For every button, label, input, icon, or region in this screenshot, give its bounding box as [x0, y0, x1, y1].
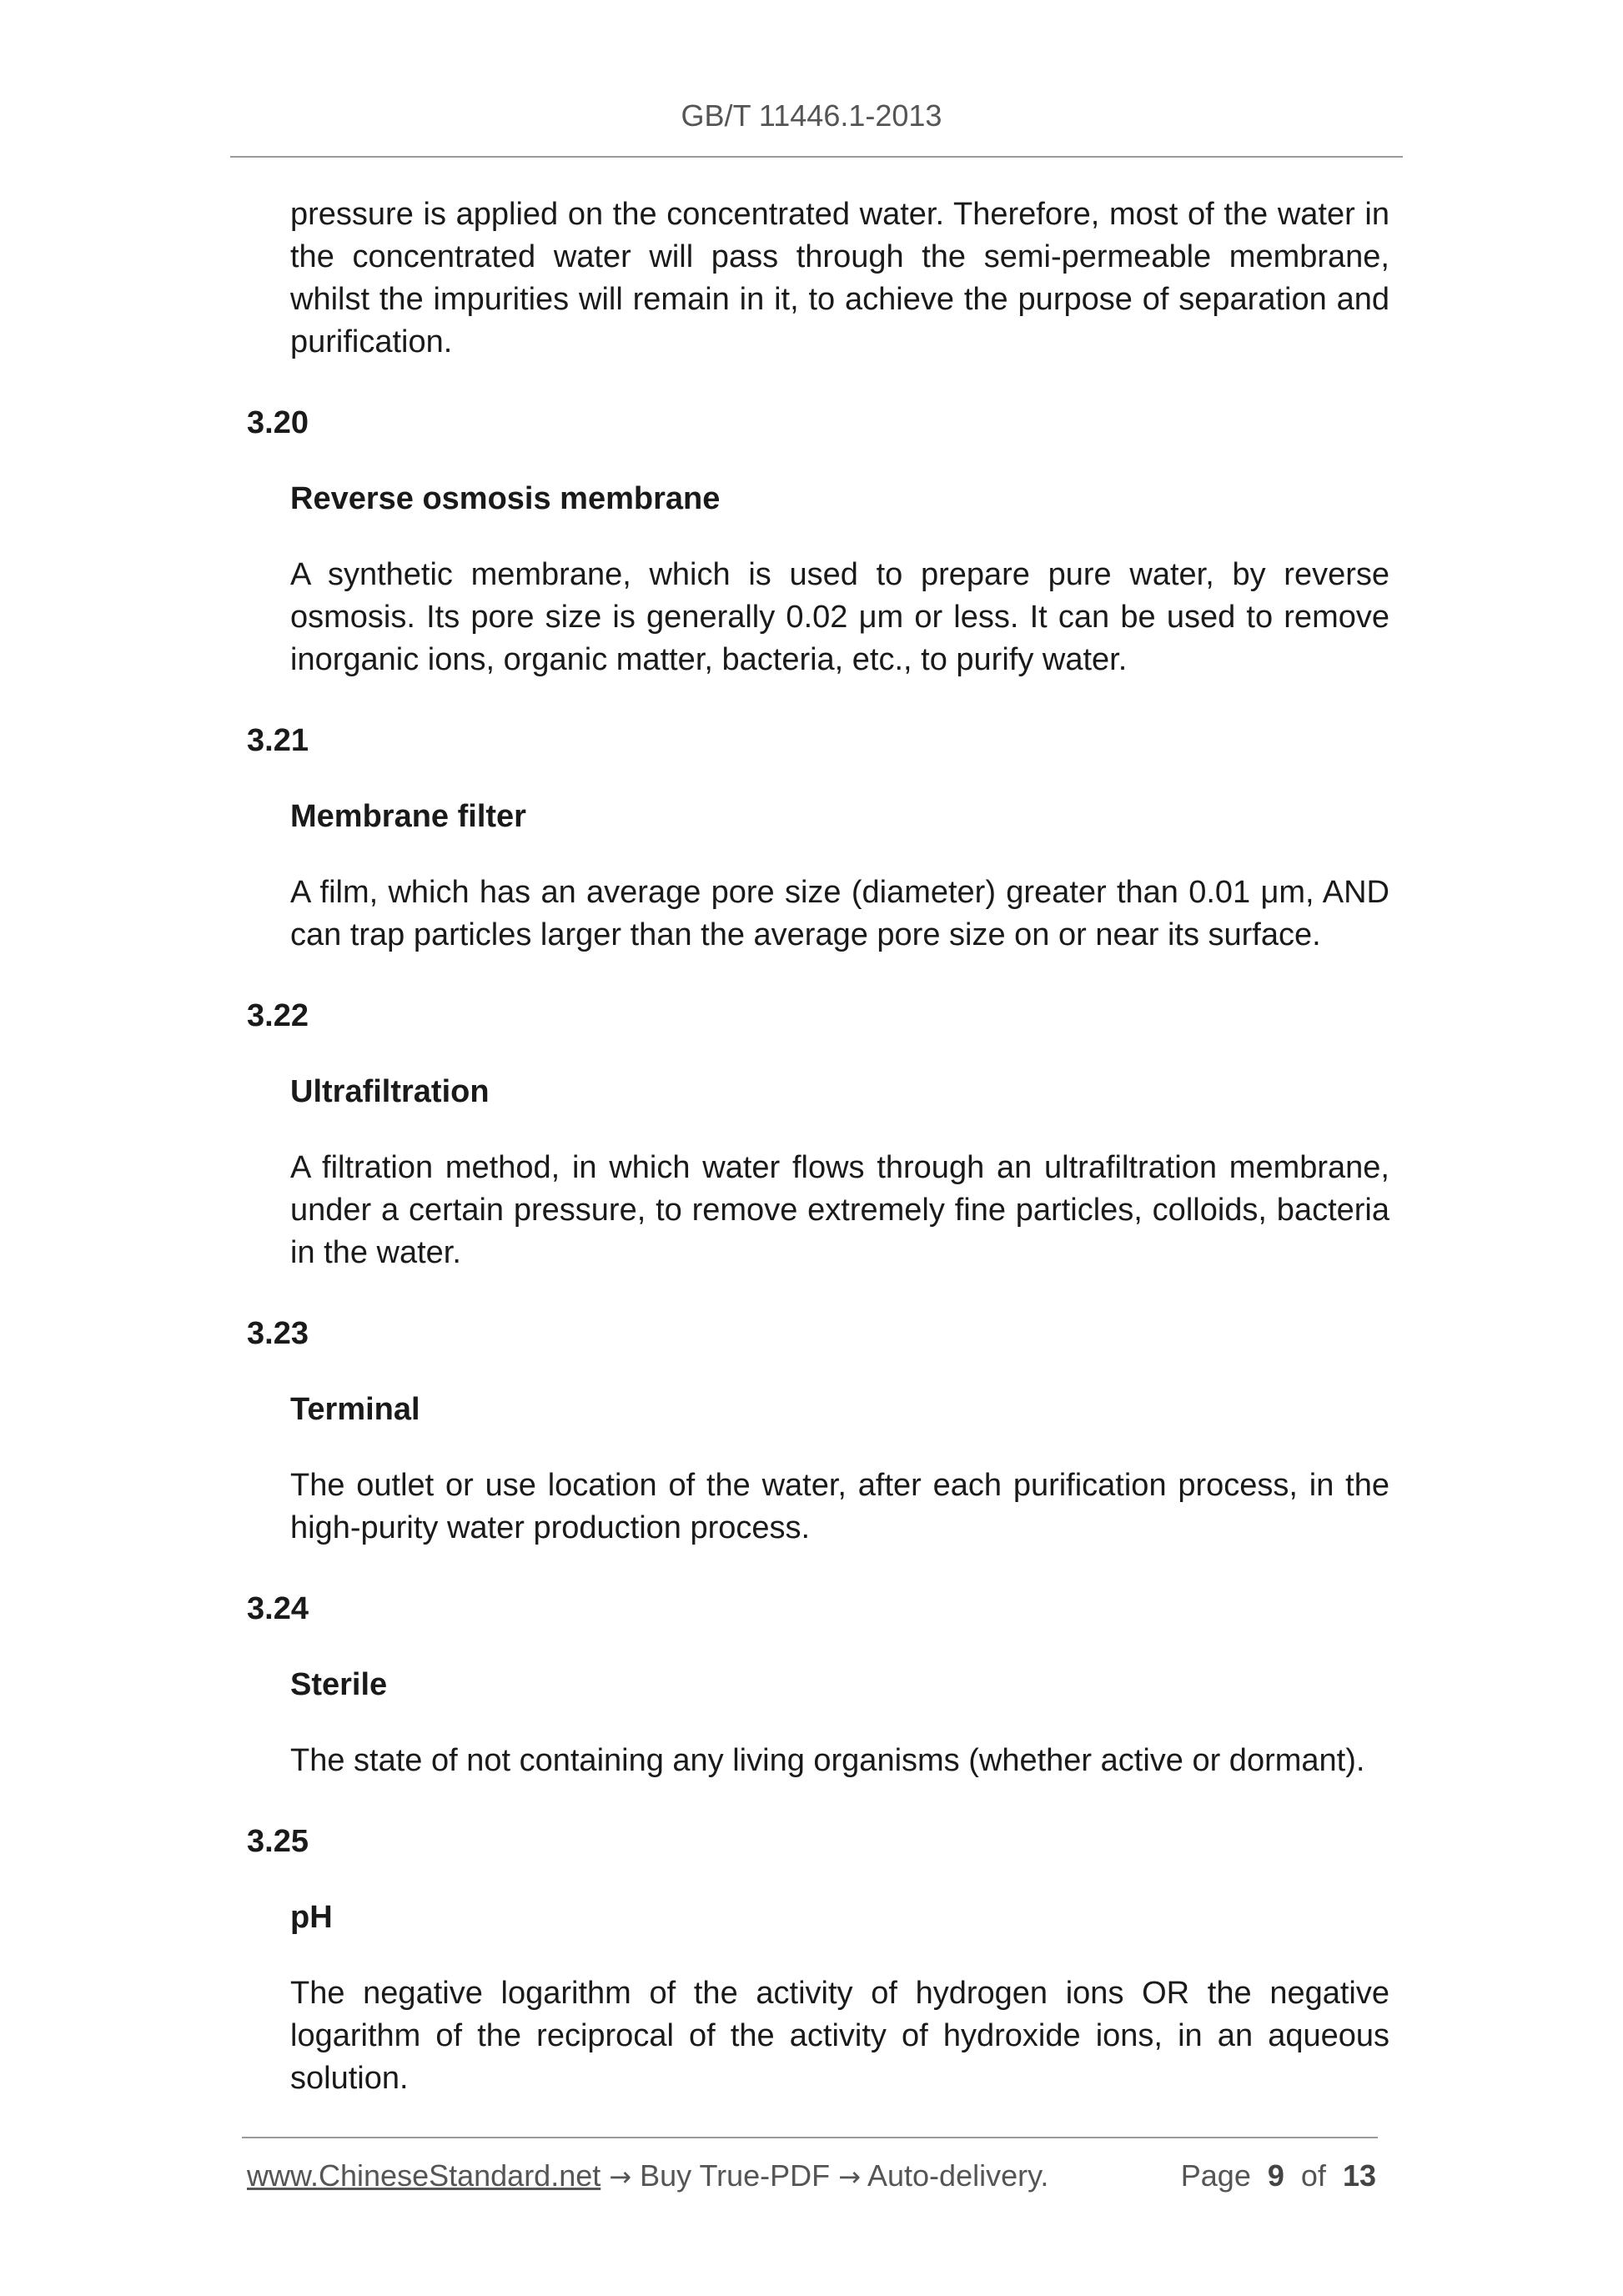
- document-body: [247, 193, 1389, 2100]
- term-definition: A filtration method, in which water flows through an ultrafiltration membrane, under a certain pressure, to remove extremely fine particles, colloids, bacteria in the water.: [290, 1150, 1389, 1270]
- site-link[interactable]: www.ChineseStandard.net: [247, 2158, 601, 2193]
- clause-number: 3.23: [247, 1316, 309, 1351]
- arrow-right-icon: →: [609, 2161, 632, 2193]
- document-code-header: GB/T 11446.1-2013: [681, 98, 942, 133]
- section-3-21: [247, 720, 1389, 957]
- term-definition: The outlet or use location of the water, after each purification process, in the high-purity water production process.: [290, 1468, 1389, 1545]
- section-3-24: [247, 1588, 1389, 1782]
- footer-divider: [242, 2137, 1378, 2138]
- term-definition: The negative logarithm of the activity of hydrogen ions OR the negative logarithm of the reciprocal of the activity of hydroxide ions, in an aqueous solution.: [290, 1976, 1389, 2096]
- term-title: Sterile: [290, 1667, 388, 1702]
- section-3-23: [247, 1313, 1389, 1550]
- term-title: pH: [290, 1900, 333, 1935]
- term-definition: A synthetic membrane, which is used to prepare pure water, by reverse osmosis. Its pore size is generally 0.02 μm or less. It can be used to remove inorganic ions, organic matter, bacteria, etc., to purify water.: [290, 557, 1389, 677]
- clause-number: 3.22: [247, 998, 309, 1033]
- arrow-right-icon: →: [838, 2161, 861, 2193]
- intro-paragraph: pressure is applied on the concentrated water. Therefore, most of the water in the concentrated water will pass through the semi-permeable membrane, whilst the impurities will remain in it, to achieve the purpose of separation and purification.: [290, 197, 1389, 359]
- section-3-20: [247, 402, 1389, 681]
- clause-number: 3.25: [247, 1824, 309, 1859]
- term-title: Terminal: [290, 1392, 420, 1427]
- footer-promo: [247, 2158, 1048, 2193]
- page-indicator: [1181, 2158, 1376, 2193]
- buy-text: Buy True-PDF: [640, 2158, 831, 2193]
- clause-number: 3.21: [247, 723, 309, 758]
- clause-number: 3.24: [247, 1591, 309, 1626]
- term-definition: The state of not containing any living organisms (whether active or dormant).: [290, 1743, 1365, 1778]
- page-footer: [247, 2158, 1376, 2193]
- term-title: Membrane filter: [290, 799, 526, 834]
- term-title: Ultrafiltration: [290, 1074, 490, 1109]
- section-3-22: [247, 995, 1389, 1274]
- section-3-25: [247, 1821, 1389, 2100]
- header-divider: [230, 156, 1403, 158]
- delivery-text: Auto-delivery.: [867, 2158, 1049, 2193]
- term-title: Reverse osmosis membrane: [290, 481, 721, 516]
- term-definition: A film, which has an average pore size (diameter) greater than 0.01 μm, AND can trap particles larger than the average pore size on or near its surface.: [290, 875, 1389, 952]
- page-of-label: of: [1300, 2158, 1326, 2193]
- page-total: 13: [1342, 2158, 1376, 2193]
- page-current: 9: [1267, 2158, 1284, 2193]
- clause-number: 3.20: [247, 405, 309, 440]
- page-label: Page: [1180, 2158, 1251, 2193]
